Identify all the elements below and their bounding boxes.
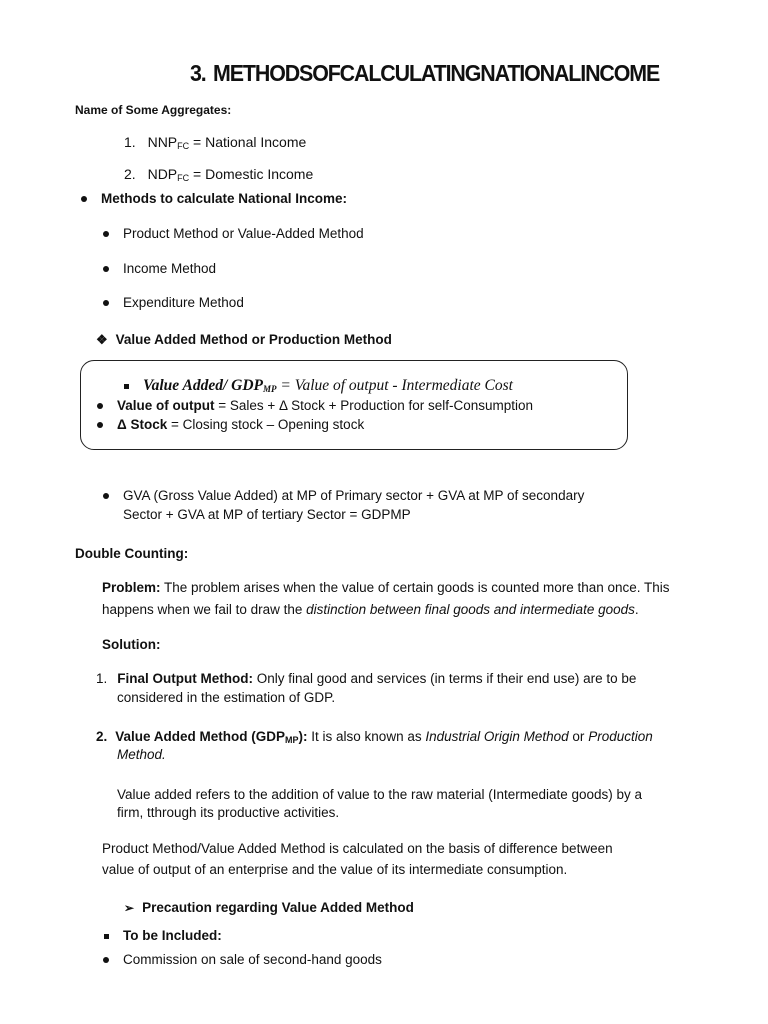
row-label: Δ Stock bbox=[117, 417, 168, 432]
aggregate-rest: = National Income bbox=[189, 134, 307, 150]
solution-emphasis: Industrial Origin Method bbox=[425, 729, 569, 744]
bullet-icon bbox=[81, 196, 87, 202]
solution-label: Value Added Method (GDP bbox=[115, 729, 286, 744]
double-counting-heading: Double Counting: bbox=[75, 546, 189, 561]
included-item-label: Commission on sale of second-hand goods bbox=[123, 952, 382, 967]
square-bullet-icon bbox=[124, 384, 129, 389]
solution-emphasis: Production bbox=[588, 729, 653, 744]
solution-heading: Solution: bbox=[102, 637, 161, 652]
aggregate-prefix: NDP bbox=[147, 166, 178, 182]
row-label: Value of output bbox=[117, 398, 215, 413]
solution-item-1 bbox=[96, 671, 636, 686]
diamond-bullet-icon: ❖ bbox=[96, 332, 108, 347]
value-added-line-2: firm, tthrough its productive activities. bbox=[117, 805, 340, 820]
problem-label: Problem: bbox=[102, 580, 161, 595]
problem-text: . bbox=[634, 602, 639, 617]
page-title bbox=[190, 60, 659, 87]
solution-num: 2. bbox=[96, 729, 108, 744]
solution-text: It is also known as bbox=[307, 729, 426, 744]
gva-item bbox=[103, 488, 584, 503]
aggregate-item-ndp bbox=[124, 166, 313, 183]
bullet-icon bbox=[97, 422, 103, 428]
formula-sub: MP bbox=[262, 384, 277, 394]
row-text: = Sales + Δ Stock + Production for self-Consumption bbox=[214, 398, 534, 413]
bullet-icon bbox=[103, 493, 109, 499]
problem-line-2 bbox=[102, 602, 639, 617]
solution-item-1-cont: considered in the estimation of GDP. bbox=[117, 690, 336, 705]
value-added-line-1: Value added refers to the addition of value to the raw material (Intermediate goods) by a bbox=[117, 787, 643, 802]
gva-line-2: Sector + GVA at MP of tertiary Sector = GDPMP bbox=[123, 507, 411, 522]
title-text: METHODSOFCALCULATINGNATIONALINCOME bbox=[213, 60, 660, 86]
methods-heading bbox=[81, 191, 347, 206]
formula-rhs: = Value of output - Intermediate Cost bbox=[276, 377, 513, 394]
method-label: Income Method bbox=[123, 261, 217, 276]
precaution-heading-text: Precaution regarding Value Added Method bbox=[142, 900, 414, 915]
to-be-included-label: To be Included: bbox=[123, 928, 222, 943]
gva-line: GVA (Gross Value Added) at MP of Primary sector + GVA at MP of secondary bbox=[123, 488, 585, 503]
bullet-icon bbox=[103, 957, 109, 963]
product-method-line-2: value of output of an enterprise and the value of its intermediate consumption. bbox=[102, 862, 568, 877]
bullet-icon bbox=[103, 266, 109, 272]
aggregate-item-nnp bbox=[124, 134, 306, 151]
formula-lhs: Value Added/ GDP bbox=[143, 377, 263, 394]
product-method-line-1: Product Method/Value Added Method is calculated on the basis of difference between bbox=[102, 841, 613, 856]
row-text: = Closing stock – Opening stock bbox=[167, 417, 365, 432]
aggregate-prefix: NNP bbox=[147, 134, 178, 150]
square-bullet-icon bbox=[104, 934, 109, 939]
solution-num: 1. bbox=[96, 671, 108, 686]
methods-heading-text: Methods to calculate National Income: bbox=[101, 191, 348, 206]
bullet-icon bbox=[103, 231, 109, 237]
problem-text: happens when we fail to draw the bbox=[102, 602, 307, 617]
vam-heading-text: Value Added Method or Production Method bbox=[115, 332, 392, 347]
vam-heading bbox=[96, 332, 392, 348]
included-item bbox=[103, 952, 382, 967]
method-item bbox=[103, 261, 216, 276]
title-number: 3. bbox=[190, 60, 206, 86]
aggregate-num: 1. bbox=[124, 134, 136, 150]
solution-item-2-cont: Method. bbox=[117, 747, 166, 762]
aggregate-num: 2. bbox=[124, 166, 136, 182]
formula-line bbox=[124, 377, 513, 395]
solution-label: Final Output Method: bbox=[117, 671, 253, 686]
delta-stock-row bbox=[97, 417, 364, 432]
method-label: Expenditure Method bbox=[123, 295, 244, 310]
precaution-heading bbox=[124, 900, 414, 915]
problem-line-1 bbox=[102, 580, 670, 595]
to-be-included-heading bbox=[104, 928, 222, 943]
bullet-icon bbox=[103, 300, 109, 306]
problem-text: The problem arises when the value of certain goods is counted more than once. This bbox=[160, 580, 670, 595]
arrowhead-bullet-icon: ➢ bbox=[124, 901, 135, 915]
aggregates-heading: Name of Some Aggregates: bbox=[75, 103, 232, 117]
aggregate-sub: FC bbox=[177, 141, 190, 151]
solution-label-end: ): bbox=[298, 729, 308, 744]
aggregate-rest: = Domestic Income bbox=[189, 166, 314, 182]
method-item bbox=[103, 226, 364, 241]
value-of-output-row bbox=[97, 398, 533, 413]
method-item bbox=[103, 295, 244, 310]
problem-emphasis: distinction between final goods and intermediate goods bbox=[306, 602, 635, 617]
method-label: Product Method or Value-Added Method bbox=[123, 226, 364, 241]
solution-sub: MP bbox=[285, 735, 299, 745]
bullet-icon bbox=[97, 403, 103, 409]
aggregate-sub: FC bbox=[177, 173, 190, 183]
solution-text: or bbox=[568, 729, 589, 744]
solution-text: Only final good and services (in terms if their end use) are to be bbox=[252, 671, 637, 686]
solution-item-2 bbox=[96, 729, 653, 745]
